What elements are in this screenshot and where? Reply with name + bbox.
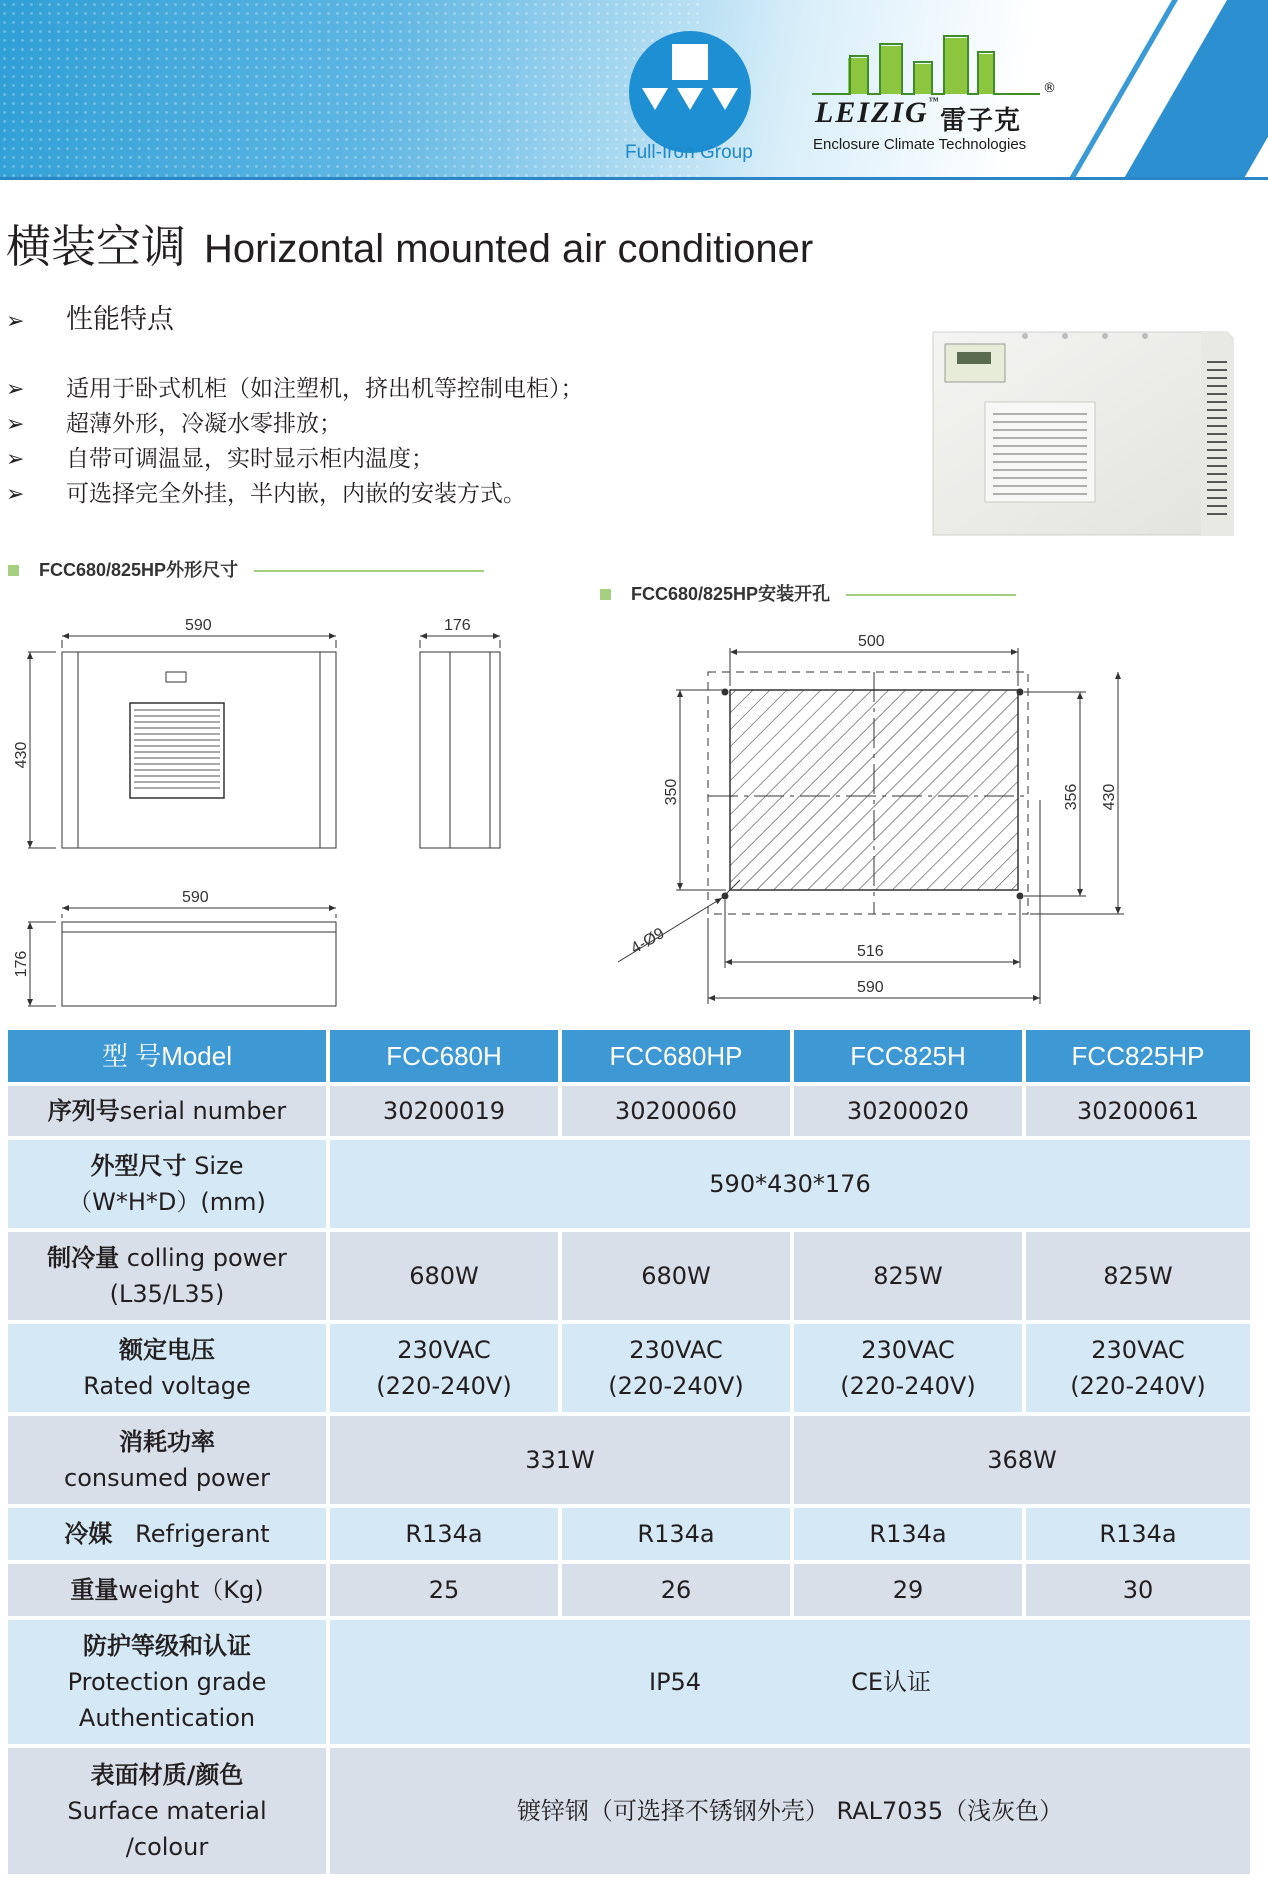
table-cell (330, 1324, 558, 1412)
technical-drawings (0, 600, 1268, 1020)
label-zh: 外型尺寸 (90, 1152, 187, 1180)
label-en: colling power (126, 1244, 287, 1272)
feature-text: 可选择完全外挂，半内嵌，内嵌的安装方式。 (66, 481, 526, 507)
label-en-2: (L35/L35) (109, 1280, 225, 1308)
feature-text: 适用于卧式机柜（如注塑机，挤出机等控制电柜）； (66, 376, 584, 402)
table-cell: R134a (794, 1508, 1022, 1560)
list-item (6, 372, 584, 407)
group-name: Full-Iron Group (625, 142, 753, 163)
table-cell (330, 1620, 1250, 1744)
model-col-header: FCC680HP (562, 1030, 790, 1082)
label-en: serial number (119, 1097, 287, 1125)
label-en-2: Authentication (78, 1704, 256, 1732)
dim-cutout-right-inner-label: 356 (1063, 783, 1080, 811)
label-en: Protection grade (67, 1668, 267, 1696)
label-zh: 序列号 (47, 1097, 120, 1125)
label-zh: 表面材质/颜色 (90, 1761, 244, 1789)
voltage-value: 230VAC (629, 1336, 723, 1364)
label-zh: 冷媒 (64, 1520, 113, 1548)
model-col-header: FCC680H (330, 1030, 558, 1082)
bottom-view (28, 908, 336, 1006)
table-cell: R134a (330, 1508, 558, 1560)
voltage-value: 230VAC (1091, 1336, 1185, 1364)
dim-cutout-bottom-outer-label: 590 (857, 979, 884, 996)
table-cell: 680W (562, 1232, 790, 1320)
table-cell: 26 (562, 1564, 790, 1616)
dim-holes-label: 4-Ø9 (628, 924, 668, 958)
table-header-row (8, 1030, 1250, 1082)
table-row (8, 1620, 1250, 1744)
arrow-bullet-icon: ➢ (6, 482, 25, 507)
table-row (8, 1140, 1250, 1228)
full-iron-logo-icon (628, 30, 752, 154)
voltage-value: 230VAC (397, 1336, 491, 1364)
label-zh: 重量 (70, 1576, 119, 1604)
arrow-bullet-icon: ➢ (6, 412, 25, 437)
brand-name (815, 96, 941, 130)
ip-rating: IP54 (648, 1668, 702, 1696)
world-map-pattern (0, 0, 700, 180)
label-line (91, 1148, 244, 1184)
label-zh: 制冷量 (47, 1244, 120, 1272)
square-bullet-icon (600, 589, 611, 600)
feature-text: 自带可调温显，实时显示柜内温度； (66, 446, 434, 472)
table-cell: 825W (794, 1232, 1022, 1320)
table-cell (794, 1324, 1022, 1412)
page-title-en: Horizontal mounted air conditioner (204, 227, 814, 271)
list-item (6, 442, 584, 477)
row-label (8, 1086, 326, 1136)
table-cell: R134a (562, 1508, 790, 1560)
banner-divider (0, 177, 1268, 180)
table-row (8, 1324, 1250, 1412)
table-cell: 30 (1026, 1564, 1250, 1616)
outline-drawing-title: FCC680/825HP外形尺寸 (39, 560, 239, 580)
table-cell: 30200020 (794, 1086, 1022, 1136)
table-cell (562, 1324, 790, 1412)
model-col-header: FCC825H (794, 1030, 1022, 1082)
model-col-header: FCC825HP (1026, 1030, 1250, 1082)
cutout-drawing-title: FCC680/825HP安装开孔 (631, 584, 831, 604)
list-item (6, 407, 584, 442)
leizig-logo-icon (810, 28, 1060, 98)
row-label (8, 1508, 326, 1560)
label-zh: 额定电压 (119, 1336, 215, 1364)
table-cell: 30200019 (330, 1086, 558, 1136)
side-view (420, 636, 500, 848)
table-cell: 331W (330, 1416, 790, 1504)
label-zh: 消耗功率 (119, 1428, 215, 1456)
dim-cutout-right-outer-label: 430 (1101, 783, 1118, 811)
row-label (8, 1140, 326, 1228)
table-row (8, 1564, 1250, 1616)
features-heading (6, 297, 174, 336)
dim-cutout-left-label: 350 (663, 778, 680, 806)
page-title-cn: 横装空调 (6, 220, 187, 273)
divider (254, 570, 484, 572)
label-en-2: /colour (125, 1833, 209, 1861)
list-item (6, 477, 584, 512)
feature-text: 超薄外形，冷凝水零排放； (66, 411, 342, 437)
label-en: Rated voltage (83, 1372, 251, 1400)
label-en: Refrigerant (135, 1520, 270, 1548)
label-en: weight（Kg) (118, 1576, 264, 1604)
table-cell: 30200060 (562, 1086, 790, 1136)
feature-list (6, 372, 584, 512)
table-cell: 680W (330, 1232, 558, 1320)
table-cell (1026, 1324, 1250, 1412)
table-cell: 30200061 (1026, 1086, 1250, 1136)
dim-width-label: 590 (185, 617, 212, 634)
row-label (8, 1564, 326, 1616)
voltage-range: (220-240V) (376, 1372, 512, 1400)
trademark-mark: ™ (928, 96, 941, 107)
label-line (47, 1240, 287, 1276)
table-cell: 29 (794, 1564, 1022, 1616)
row-label (8, 1232, 326, 1320)
front-view (28, 636, 336, 848)
page-title (6, 210, 813, 275)
registered-mark: ® (1043, 81, 1056, 96)
arrow-bullet-icon: ➢ (6, 447, 25, 472)
voltage-range: (220-240V) (608, 1372, 744, 1400)
table-row (8, 1086, 1250, 1136)
dim-cutout-bottom-inner-label: 516 (857, 943, 884, 960)
table-row (8, 1748, 1250, 1874)
dim-height-label: 430 (13, 741, 30, 769)
label-en: Surface material (67, 1797, 267, 1825)
dim-cutout-top-label: 500 (858, 633, 885, 650)
brand-tagline: Enclosure Climate Technologies (813, 136, 1027, 153)
model-header: 型 号Model (8, 1030, 326, 1082)
product-image (915, 320, 1245, 555)
table-cell: 368W (794, 1416, 1250, 1504)
outline-drawing-heading (8, 556, 484, 582)
row-label (8, 1416, 326, 1504)
table-cell: R134a (1026, 1508, 1250, 1560)
label-en: consumed power (64, 1464, 270, 1492)
dim-bottom-depth-label: 176 (13, 950, 30, 978)
table-cell: 590*430*176 (330, 1140, 1250, 1228)
table-row (8, 1508, 1250, 1560)
table-cell: 25 (330, 1564, 558, 1616)
arrow-bullet-icon: ➢ (6, 309, 25, 334)
brand-name-cn: 雷子克 (940, 106, 1022, 136)
row-label (8, 1620, 326, 1744)
square-bullet-icon (8, 565, 19, 576)
table-cell: 镀锌钢（可选择不锈钢外壳） RAL7035（浅灰色） (330, 1748, 1250, 1874)
voltage-range: (220-240V) (840, 1372, 976, 1400)
label-zh: 防护等级和认证 (83, 1632, 251, 1660)
voltage-range: (220-240V) (1070, 1372, 1206, 1400)
table-row (8, 1416, 1250, 1504)
dim-bottom-width-label: 590 (182, 889, 209, 906)
table-cell: 825W (1026, 1232, 1250, 1320)
brand-name-text: LEIZIG (815, 96, 929, 129)
table-row (8, 1232, 1250, 1320)
features-heading-text: 性能特点 (66, 304, 174, 335)
row-label (8, 1324, 326, 1412)
divider (846, 594, 1016, 596)
label-en: Size (194, 1152, 244, 1180)
dim-depth-label: 176 (444, 617, 471, 634)
voltage-value: 230VAC (861, 1336, 955, 1364)
row-label (8, 1748, 326, 1874)
arrow-bullet-icon: ➢ (6, 377, 25, 402)
label-en-2: （W*H*D）(mm) (68, 1188, 266, 1216)
certification: CE认证 (851, 1668, 931, 1696)
